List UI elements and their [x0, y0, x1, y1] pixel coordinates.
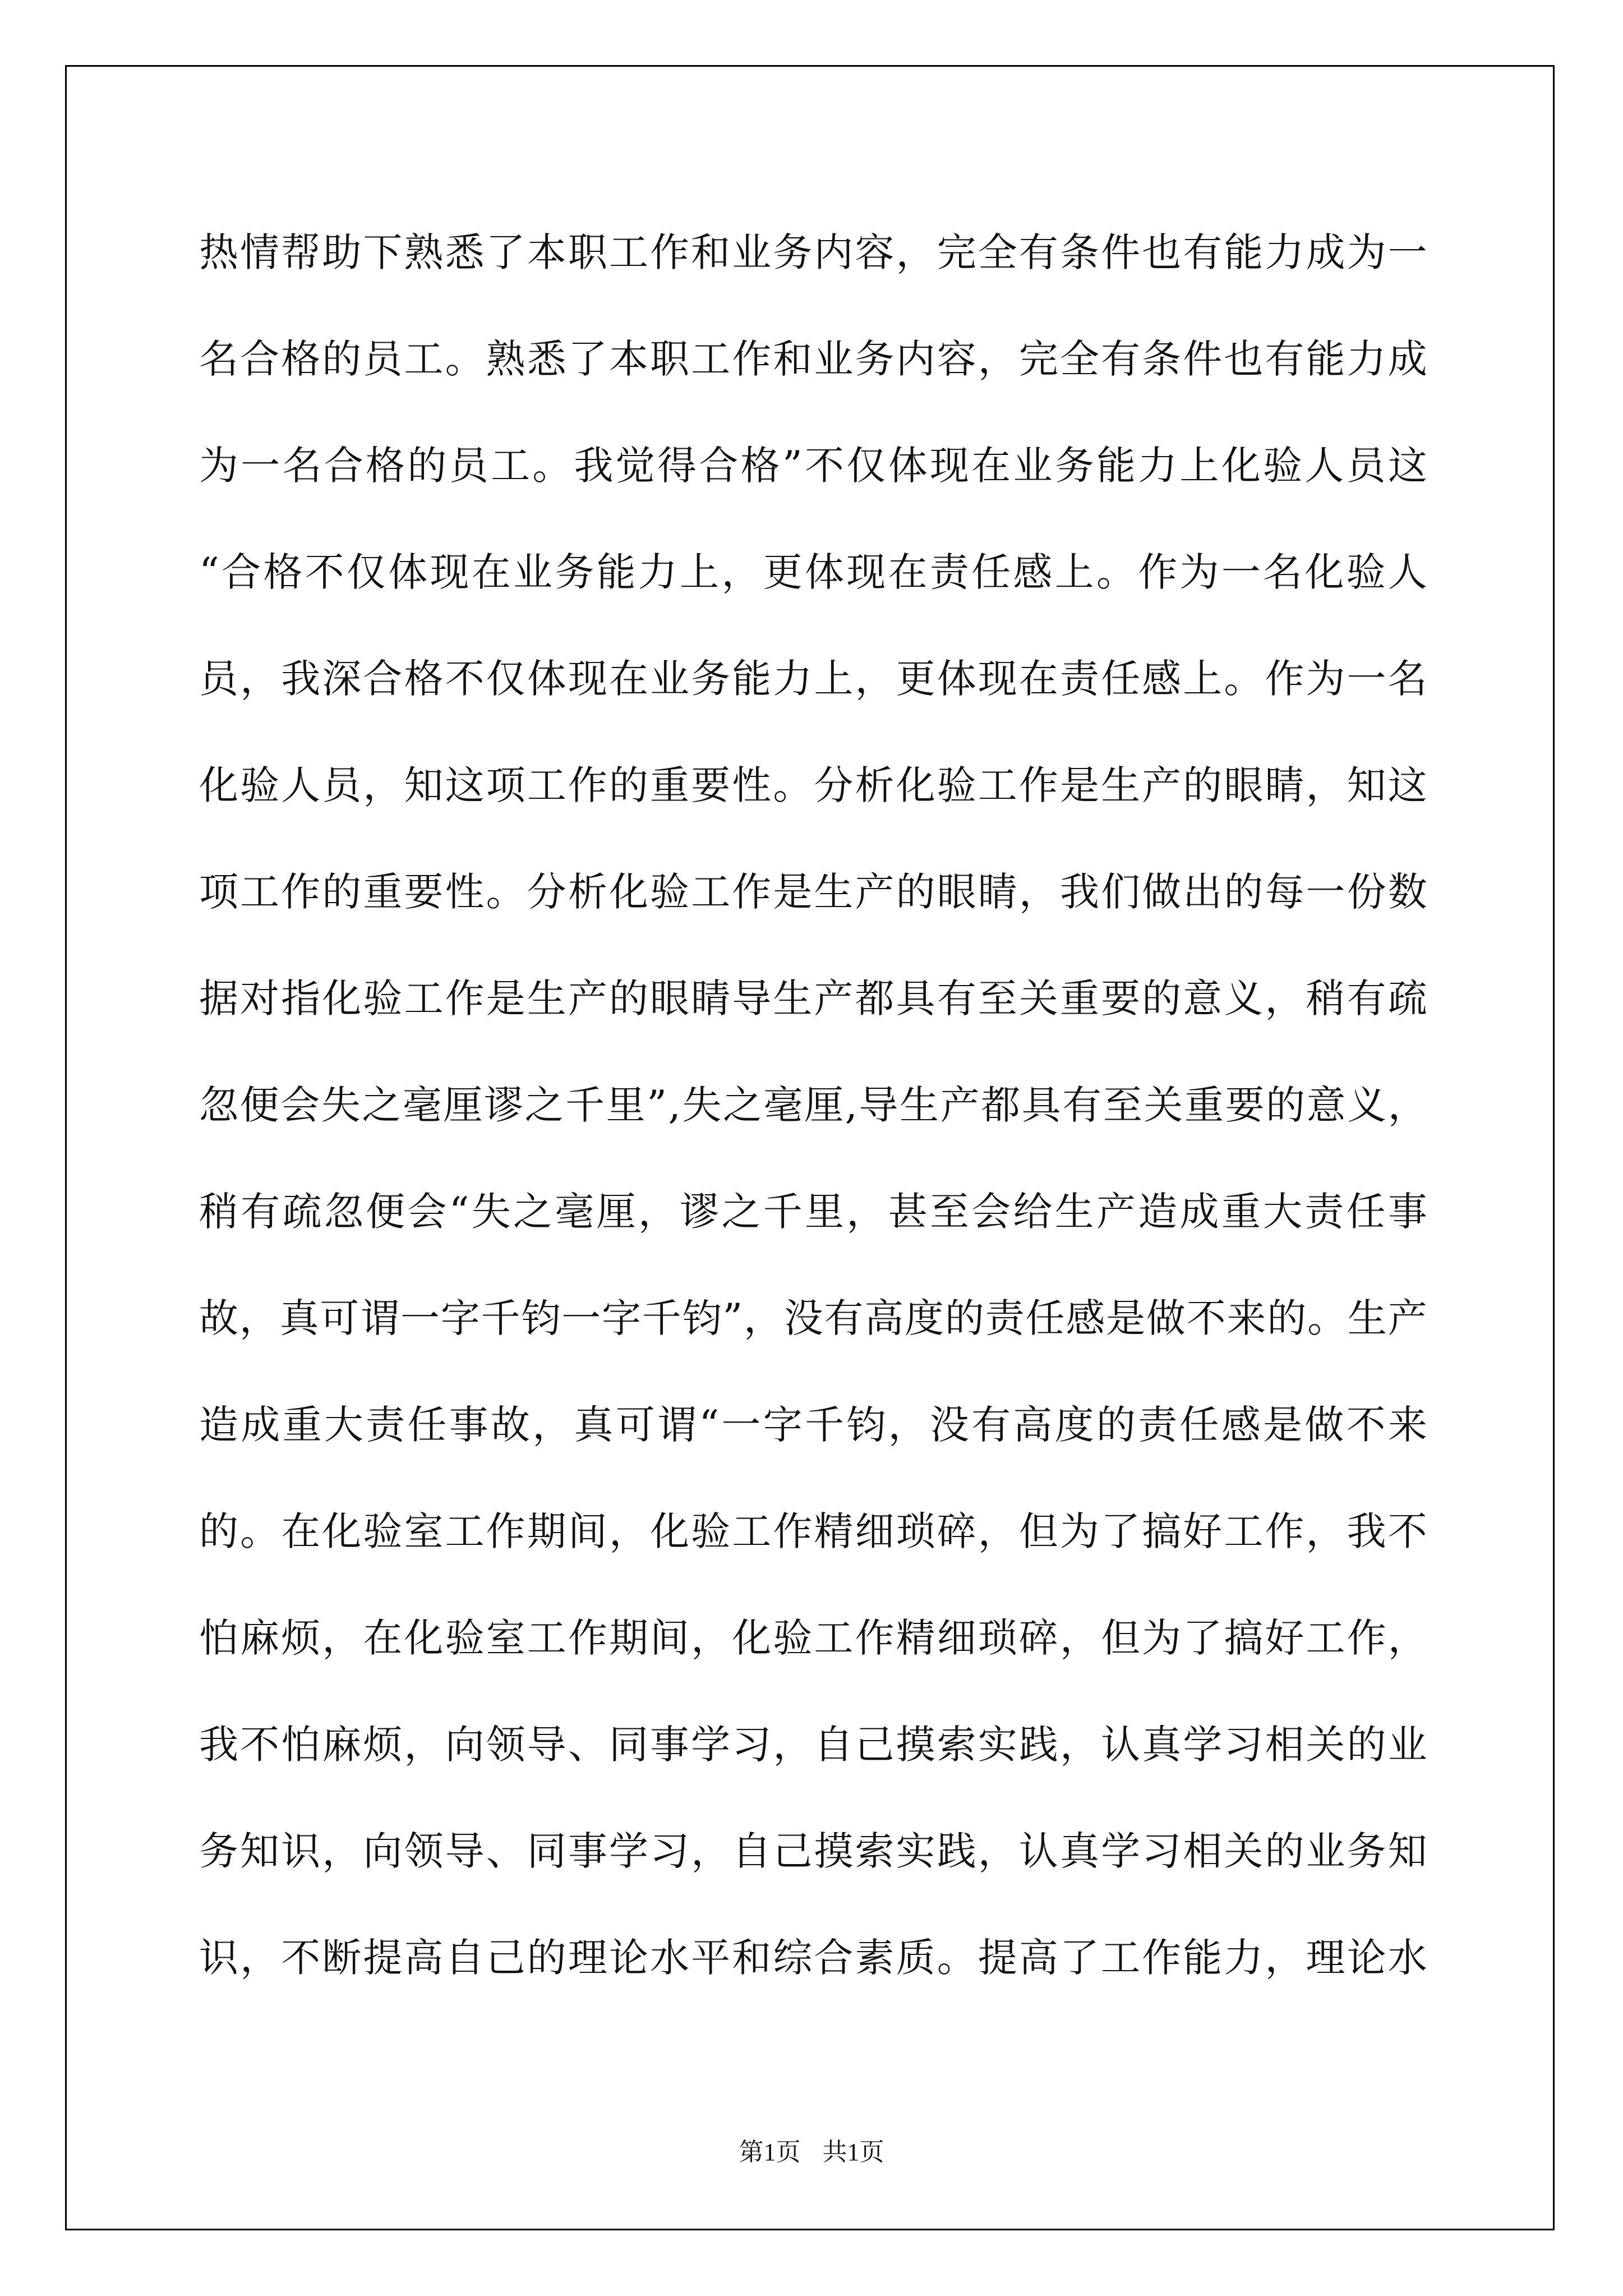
text-line: 的 。 在 化 验 室 工 作 期 间 ， 化 验 工 作 精 细 琐 碎 ， 但 为 了 搞 好 工 作 ， 我 不	[199, 1508, 1427, 1554]
text-line: 员 ， 我 深 合 格 不 仅 体 现 在 业 务 能 力 上 ， 更 体 现 在 责 任 感 上 。 作 为 一 名	[199, 656, 1427, 702]
page-total: 共1页	[822, 2138, 884, 2166]
text-line: 忽 便 会 失 之 毫 厘 谬 之 千 里 ” , 失 之 毫 厘 , 导 生 产 都 具 有 至 关 重 要 的 意 义 ，	[199, 1082, 1427, 1128]
text-line: 稍 有 疏 忽 便 会 “ 失 之 毫 厘 ， 谬 之 千 里 ， 甚 至 会 给 生 产 造 成 重 大 责 任 事	[199, 1189, 1427, 1235]
text-line: 我 不 怕 麻 烦 ， 向 领 导 、 同 事 学 习 ， 自 己 摸 索 实 践 ， 认 真 学 习 相 关 的 业	[199, 1722, 1427, 1768]
text-line: 据 对 指 化 验 工 作 是 生 产 的 眼 睛 导 生 产 都 具 有 至 关 重 要 的 意 义 ， 稍 有 疏	[199, 976, 1427, 1022]
text-line: 怕 麻 烦 ， 在 化 验 室 工 作 期 间 ， 化 验 工 作 精 细 琐 碎 ， 但 为 了 搞 好 工 作 ，	[199, 1615, 1427, 1661]
text-line: 热 情 帮 助 下 熟 悉 了 本 职 工 作 和 业 务 内 容 ， 完 全 有 条 件 也 有 能 力 成 为 一	[199, 229, 1427, 275]
text-line: 造 成 重 大 责 任 事 故 ， 真 可 谓 “ 一 字 千 钧 ， 没 有 高 度 的 责 任 感 是 做 不 来	[199, 1402, 1427, 1448]
text-line: 化 验 人 员 ， 知 这 项 工 作 的 重 要 性 。 分 析 化 验 工 作 是 生 产 的 眼 睛 ， 知 这	[199, 762, 1427, 808]
page-number: 第1页	[739, 2138, 801, 2166]
text-line: 识 ， 不 断 提 高 自 己 的 理 论 水 平 和 综 合 素 质 。 提 高 了 工 作 能 力 ， 理 论 水	[199, 1935, 1427, 1981]
document-body	[199, 199, 1427, 2011]
text-line: 为 一 名 合 格 的 员 工 。 我 觉 得 合 格 ” 不 仅 体 现 在 业 务 能 力 上 化 验 人 员 这	[199, 443, 1427, 489]
text-line: 名 合 格 的 员 工 。 熟 悉 了 本 职 工 作 和 业 务 内 容 ， 完 全 有 条 件 也 有 能 力 成	[199, 336, 1427, 382]
text-line: 项 工 作 的 重 要 性 。 分 析 化 验 工 作 是 生 产 的 眼 睛 ， 我 们 做 出 的 每 一 份 数	[199, 869, 1427, 915]
page-footer	[0, 2132, 1623, 2168]
text-line: 务 知 识 ， 向 领 导 、 同 事 学 习 ， 自 己 摸 索 实 践 ， 认 真 学 习 相 关 的 业 务 知	[199, 1828, 1427, 1874]
text-line: “ 合 格 不 仅 体 现 在 业 务 能 力 上 ， 更 体 现 在 责 任 感 上 。 作 为 一 名 化 验 人	[199, 549, 1427, 595]
text-line: 故 ， 真 可 谓 一 字 千 钧 一 字 千 钧 ” ， 没 有 高 度 的 责 任 感 是 做 不 来 的 。 生 产	[199, 1295, 1427, 1341]
